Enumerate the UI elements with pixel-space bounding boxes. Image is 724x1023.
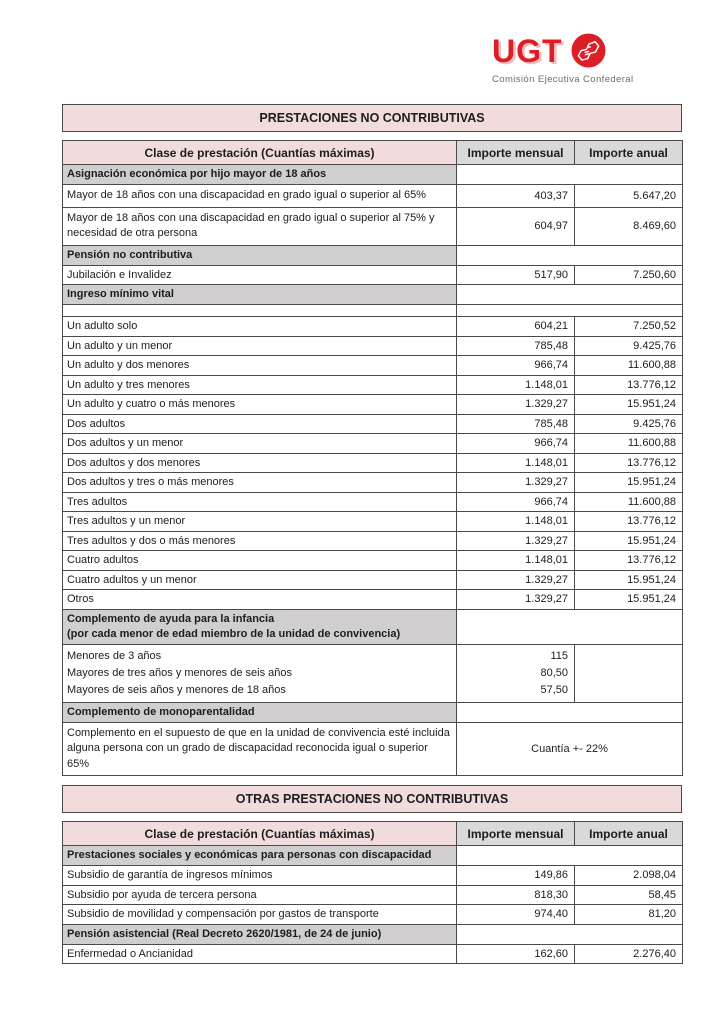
annual-amount-cell: 81,20 xyxy=(575,905,683,925)
annual-amount-cell: 8.469,60 xyxy=(575,207,683,245)
table-row xyxy=(63,644,683,702)
column-header-monthly: Importe mensual xyxy=(457,141,575,165)
monthly-amount-cell: 1.148,01 xyxy=(457,512,575,532)
annual-amount-cell: 11.600,88 xyxy=(575,434,683,454)
table-row xyxy=(63,336,683,356)
table-row xyxy=(63,866,683,886)
table-row xyxy=(63,846,683,866)
table-row xyxy=(63,609,683,644)
section-header-cell xyxy=(63,702,457,722)
benefit-label-cell: Subsidio por ayuda de tercera persona xyxy=(63,885,457,905)
annual-amount-cell: 13.776,12 xyxy=(575,512,683,532)
benefit-label-cell: Complemento en el supuesto de que en la unidad de convivencia esté incluida alguna persona con un grado de discapacidad reconocida igual o superior 65% xyxy=(63,722,457,776)
benefit-label-cell: Subsidio de movilidad y compensación por gastos de transporte xyxy=(63,905,457,925)
table-row xyxy=(63,492,683,512)
benefit-label-cell: Un adulto solo xyxy=(63,317,457,337)
annual-amount-cell: 13.776,12 xyxy=(575,375,683,395)
benefit-label-cell: Tres adultos y un menor xyxy=(63,512,457,532)
section-header-cell xyxy=(63,165,457,185)
monthly-amount: 115 xyxy=(550,649,568,662)
monthly-amount-cell: 1.148,01 xyxy=(457,453,575,473)
table-row xyxy=(63,245,683,265)
benefit-label-cell: Dos adultos y dos menores xyxy=(63,453,457,473)
table-row xyxy=(63,702,683,722)
table-title: OTRAS PRESTACIONES NO CONTRIBUTIVAS xyxy=(62,785,682,813)
monthly-amount: 57,50 xyxy=(540,683,568,696)
annual-amount-cell xyxy=(575,644,683,702)
monthly-amount-cell: 1.329,27 xyxy=(457,590,575,610)
benefits-table xyxy=(62,821,683,964)
blank-cell xyxy=(457,702,683,722)
table-row xyxy=(63,207,683,245)
table-row xyxy=(63,434,683,454)
table-row xyxy=(63,375,683,395)
annual-amount-cell: 5.647,20 xyxy=(575,185,683,208)
benefit-label-cell: Tres adultos y dos o más menores xyxy=(63,531,457,551)
monthly-amount-cell: 162,60 xyxy=(457,944,575,964)
spacer-cell xyxy=(457,305,683,317)
table-row xyxy=(63,944,683,964)
section-label: Prestaciones sociales y económicas para personas con discapacidad xyxy=(67,849,432,861)
table-row xyxy=(63,551,683,571)
blank-cell xyxy=(457,285,683,305)
table-row xyxy=(63,722,683,776)
table-row xyxy=(63,512,683,532)
monthly-amount-cell xyxy=(457,644,575,702)
benefit-label-cell: Mayor de 18 años con una discapacidad en grado igual o superior al 75% y necesidad de otra persona xyxy=(63,207,457,245)
section-label-line2: (por cada menor de edad miembro de la unidad de convivencia) xyxy=(67,627,401,640)
section-header-cell xyxy=(63,924,457,944)
column-header-row xyxy=(63,141,683,165)
section-label: Complemento de monoparentalidad xyxy=(67,705,255,718)
blank-cell xyxy=(457,846,683,866)
column-header-annual: Importe anual xyxy=(575,141,683,165)
section-label: Ingreso mínimo vital xyxy=(67,288,174,300)
table-row xyxy=(63,185,683,208)
benefit-label-cell: Otros xyxy=(63,590,457,610)
blank-cell xyxy=(457,609,683,644)
blank-cell xyxy=(457,165,683,185)
monthly-amount-cell: 403,37 xyxy=(457,185,575,208)
section-header-cell xyxy=(63,846,457,866)
benefits-table xyxy=(62,140,683,776)
section-label: Complemento de ayuda para la infancia xyxy=(67,612,275,625)
monthly-amount-cell: 785,48 xyxy=(457,336,575,356)
annual-amount-cell: 7.250,52 xyxy=(575,317,683,337)
benefit-label-cell: Un adulto y un menor xyxy=(63,336,457,356)
table-row xyxy=(63,570,683,590)
monthly-amount-cell: 966,74 xyxy=(457,434,575,454)
section-header-cell xyxy=(63,245,457,265)
blank-cell xyxy=(457,924,683,944)
monthly-amount-cell: 818,30 xyxy=(457,885,575,905)
benefit-label-cell: Subsidio de garantía de ingresos mínimos xyxy=(63,866,457,886)
table-row xyxy=(63,924,683,944)
monthly-amount-cell: 1.329,27 xyxy=(457,473,575,493)
table-row xyxy=(63,531,683,551)
monthly-amount-cell: 517,90 xyxy=(457,265,575,285)
annual-amount-cell: 15.951,24 xyxy=(575,590,683,610)
annual-amount-cell: 15.951,24 xyxy=(575,531,683,551)
table-row xyxy=(63,265,683,285)
table-row xyxy=(63,473,683,493)
benefit-label-cell: Tres adultos xyxy=(63,492,457,512)
table-row xyxy=(63,414,683,434)
table-row xyxy=(63,285,683,305)
section-header-cell xyxy=(63,285,457,305)
section-header-cell xyxy=(63,609,457,644)
annual-amount-cell: 58,45 xyxy=(575,885,683,905)
ugt-logo xyxy=(492,33,634,85)
logo-subtitle: Comisión Ejecutiva Confederal xyxy=(492,74,634,85)
table-row xyxy=(63,356,683,376)
monthly-amount-cell: 974,40 xyxy=(457,905,575,925)
benefit-label-cell: Cuatro adultos y un menor xyxy=(63,570,457,590)
benefit-label-cell: Mayor de 18 años con una discapacidad en grado igual o superior al 65% xyxy=(63,185,457,208)
span-value-cell: Cuantía +- 22% xyxy=(457,722,683,776)
section-label: Pensión no contributiva xyxy=(67,248,193,261)
column-header-class: Clase de prestación (Cuantías máximas) xyxy=(63,822,457,846)
section-label: Asignación económica por hijo mayor de 18 años xyxy=(67,168,327,180)
benefit-label-cell: Un adulto y dos menores xyxy=(63,356,457,376)
table-row xyxy=(63,317,683,337)
benefit-label-cell: Dos adultos xyxy=(63,414,457,434)
benefit-label: Mayores de seis años y menores de 18 años xyxy=(67,683,286,696)
table-title: PRESTACIONES NO CONTRIBUTIVAS xyxy=(62,104,682,132)
benefits-tables xyxy=(62,104,682,973)
benefit-label-cell: Cuatro adultos xyxy=(63,551,457,571)
monthly-amount-cell: 1.148,01 xyxy=(457,375,575,395)
annual-amount-cell: 11.600,88 xyxy=(575,492,683,512)
benefit-label: Menores de 3 años xyxy=(67,649,162,662)
spacer-cell xyxy=(63,305,457,317)
annual-amount-cell: 2.098,04 xyxy=(575,866,683,886)
monthly-amount-cell: 149,86 xyxy=(457,866,575,886)
table-row xyxy=(63,395,683,415)
annual-amount-cell: 7.250,60 xyxy=(575,265,683,285)
table-row xyxy=(63,165,683,185)
annual-amount-cell: 11.600,88 xyxy=(575,356,683,376)
annual-amount-cell: 13.776,12 xyxy=(575,551,683,571)
benefit-label-cell: Enfermedad o Ancianidad xyxy=(63,944,457,964)
monthly-amount-cell: 1.148,01 xyxy=(457,551,575,571)
benefit-label-cell: Dos adultos y tres o más menores xyxy=(63,473,457,493)
annual-amount-cell: 15.951,24 xyxy=(575,395,683,415)
annual-amount-cell: 15.951,24 xyxy=(575,570,683,590)
table-row xyxy=(63,905,683,925)
table-row xyxy=(63,590,683,610)
table-row xyxy=(63,453,683,473)
monthly-amount-cell: 604,97 xyxy=(457,207,575,245)
benefit-label-cell xyxy=(63,644,457,702)
benefit-label-cell: Un adulto y cuatro o más menores xyxy=(63,395,457,415)
column-header-annual: Importe anual xyxy=(575,822,683,846)
section-label: Pensión asistencial (Real Decreto 2620/1981, de 24 de junio) xyxy=(67,927,382,940)
monthly-amount-cell: 966,74 xyxy=(457,356,575,376)
annual-amount-cell: 9.425,76 xyxy=(575,336,683,356)
annual-amount-cell: 15.951,24 xyxy=(575,473,683,493)
monthly-amount-cell: 1.329,27 xyxy=(457,531,575,551)
benefit-label-cell: Dos adultos y un menor xyxy=(63,434,457,454)
monthly-amount-cell: 785,48 xyxy=(457,414,575,434)
benefit-label: Mayores de tres años y menores de seis años xyxy=(67,666,293,679)
benefit-label-cell: Jubilación e Invalidez xyxy=(63,265,457,285)
annual-amount-cell: 9.425,76 xyxy=(575,414,683,434)
benefit-label-cell: Un adulto y tres menores xyxy=(63,375,457,395)
annual-amount-cell: 13.776,12 xyxy=(575,453,683,473)
ugt-logo-text: UGT xyxy=(492,32,563,69)
table-row xyxy=(63,885,683,905)
monthly-amount-cell: 966,74 xyxy=(457,492,575,512)
column-header-monthly: Importe mensual xyxy=(457,822,575,846)
monthly-amount-cell: 1.329,27 xyxy=(457,570,575,590)
column-header-class: Clase de prestación (Cuantías máximas) xyxy=(63,141,457,165)
blank-cell xyxy=(457,245,683,265)
annual-amount-cell: 2.276,40 xyxy=(575,944,683,964)
table-row xyxy=(63,305,683,317)
monthly-amount: 80,50 xyxy=(540,666,568,679)
column-header-row xyxy=(63,822,683,846)
monthly-amount-cell: 1.329,27 xyxy=(457,395,575,415)
monthly-amount-cell: 604,21 xyxy=(457,317,575,337)
handshake-icon xyxy=(571,33,606,68)
